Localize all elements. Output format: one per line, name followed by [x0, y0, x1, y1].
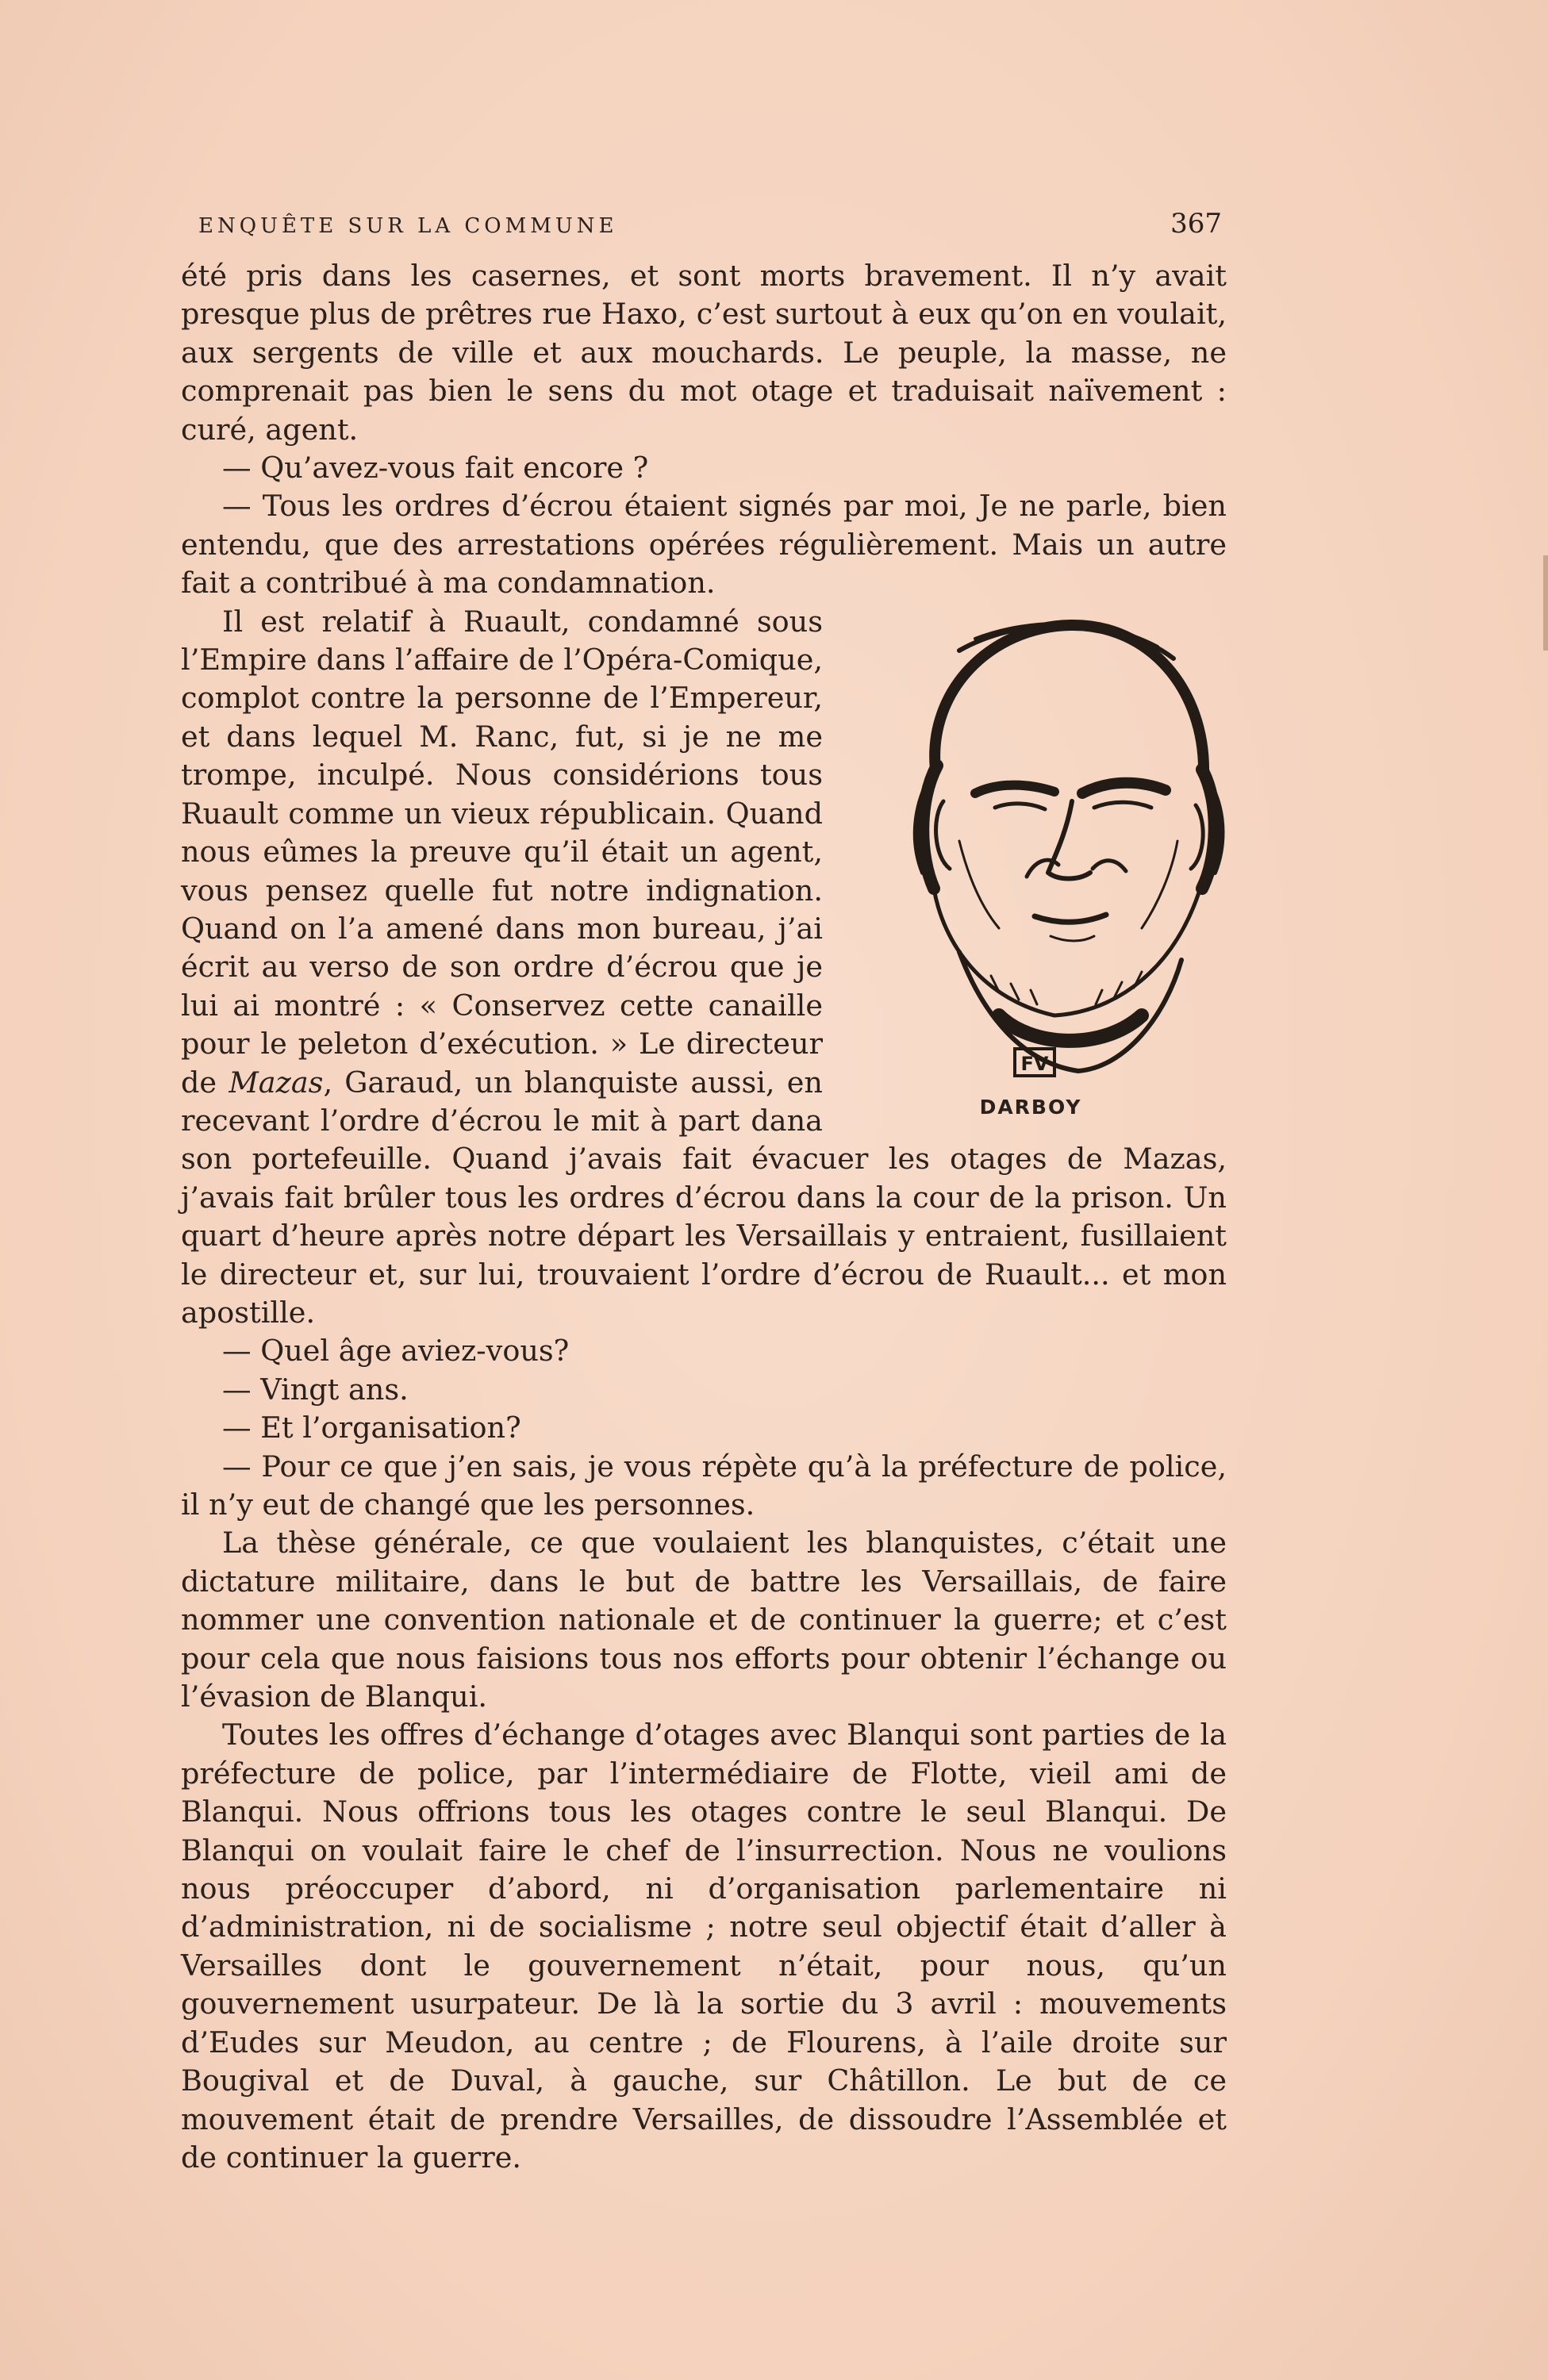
page-header — [198, 208, 1222, 243]
figure-caption: DARBOY — [979, 1095, 1082, 1119]
paragraph: — Pour ce que j’en sais, je vous répète qu’à la préfecture de police, il n’y eut de changé que les personnes. — [181, 1449, 1227, 1522]
running-title: ENQUÊTE SUR LA COMMUNE — [198, 214, 618, 238]
paragraph: — Qu’avez-vous fait encore ? — [222, 451, 649, 486]
paragraph: — Et l’organisation? — [222, 1411, 521, 1445]
body-text — [181, 257, 1227, 2177]
paragraph: — Tous les ordres d’écrou étaient signés par moi, Je ne parle, bien entendu, que des arrestations opérées régulièrement. Mais un autre fait a contribué à ma condamnation. — [181, 489, 1227, 601]
page-number: 367 — [1170, 208, 1222, 240]
paragraph: — Quel âge aviez-vous? — [222, 1334, 570, 1368]
monogram: FV — [1020, 1052, 1049, 1075]
paragraph: — Vingt ans. — [222, 1372, 409, 1407]
italic-word: Mazas — [229, 1065, 324, 1100]
paragraph-part: , Garaud, un blanquiste aussi, en recevant l’ordre d’écrou le mit à part dana son portefeuille. Quand j’avais fait évacuer les otages de Mazas, j’avais fait brûler tous les ordres d’écrou dans la cour de la prison. Un quart d’heure après notre départ les Versaillais y entraient, fusillaient le directeur et, sur lui, trouvaient l’ordre d’écrou de Ruault... et mon apostille. — [181, 1065, 1227, 1330]
page-edge-mark — [1543, 555, 1548, 651]
portrait-darboy-icon — [840, 603, 1233, 1079]
paragraph: Toutes les offres d’échange d’otages avec Blanqui sont parties de la préfecture de police, par l’intermédiaire de Flotte, vieil ami de Blanqui. Nous offrions tous les otages contre le seul Blanqui. De Blanqui on voulait faire le chef de l’insurrection. Nous ne voulions nous préoccuper d’abord, ni d’organisation parlementaire ni d’administration, ni de socialisme ; notre seul objectif était d’aller à Versailles dont le gouvernement n’était, pour nous, qu’un gouvernement usurpateur. De là la sortie du 3 avril : mouvements d’Eudes sur Meudon, au centre ; de Flourens, à l’aile droite sur Bougival et de Duval, à gauche, sur Châtillon. Le but de ce mouvement était de prendre Versailles, de dissoudre l’Assemblée et de continuer la guerre. — [181, 1718, 1227, 2175]
paragraph: La thèse générale, ce que voulaient les blanquistes, c’était une dictature militaire, dans le but de battre les Versaillais, de faire nommer une convention nationale et de continuer la guerre; et c’est pour cela que nous faisions tous nos efforts pour obtenir l’échange ou l’évasion de Blanqui. — [181, 1526, 1227, 1714]
paragraph-part: Il est relatif à Ruault, condamné sous l’Empire dans l’affaire de l’Opéra-Comique, complot contre la personne de l’Empereur, et dans lequel M. Ranc, fut, si je ne me trompe, inculpé. Nous considérions tous Ruault comme un vieux républicain. Quand nous eûmes la preuve qu’il était un agent, vous pensez quelle fut notre indignation. Quand on l’a amené dans mon bureau, j’ai écrit au verso de son ordre d’écrou que je lui ai montré : « Conservez cette canaille pour le peleton d’exécution. » Le directeur de — [181, 604, 823, 1100]
paragraph: été pris dans les casernes, et sont morts bravement. Il n’y avait presque plus de prêtres rue Haxo, c’est surtout à eux qu’on en voulait, aux sergents de ville et aux mouchards. Le peuple, la masse, ne comprenait pas bien le sens du mot otage et traduisait naïvement : curé, agent. — [181, 259, 1227, 447]
portrait-figure — [840, 603, 1233, 1129]
